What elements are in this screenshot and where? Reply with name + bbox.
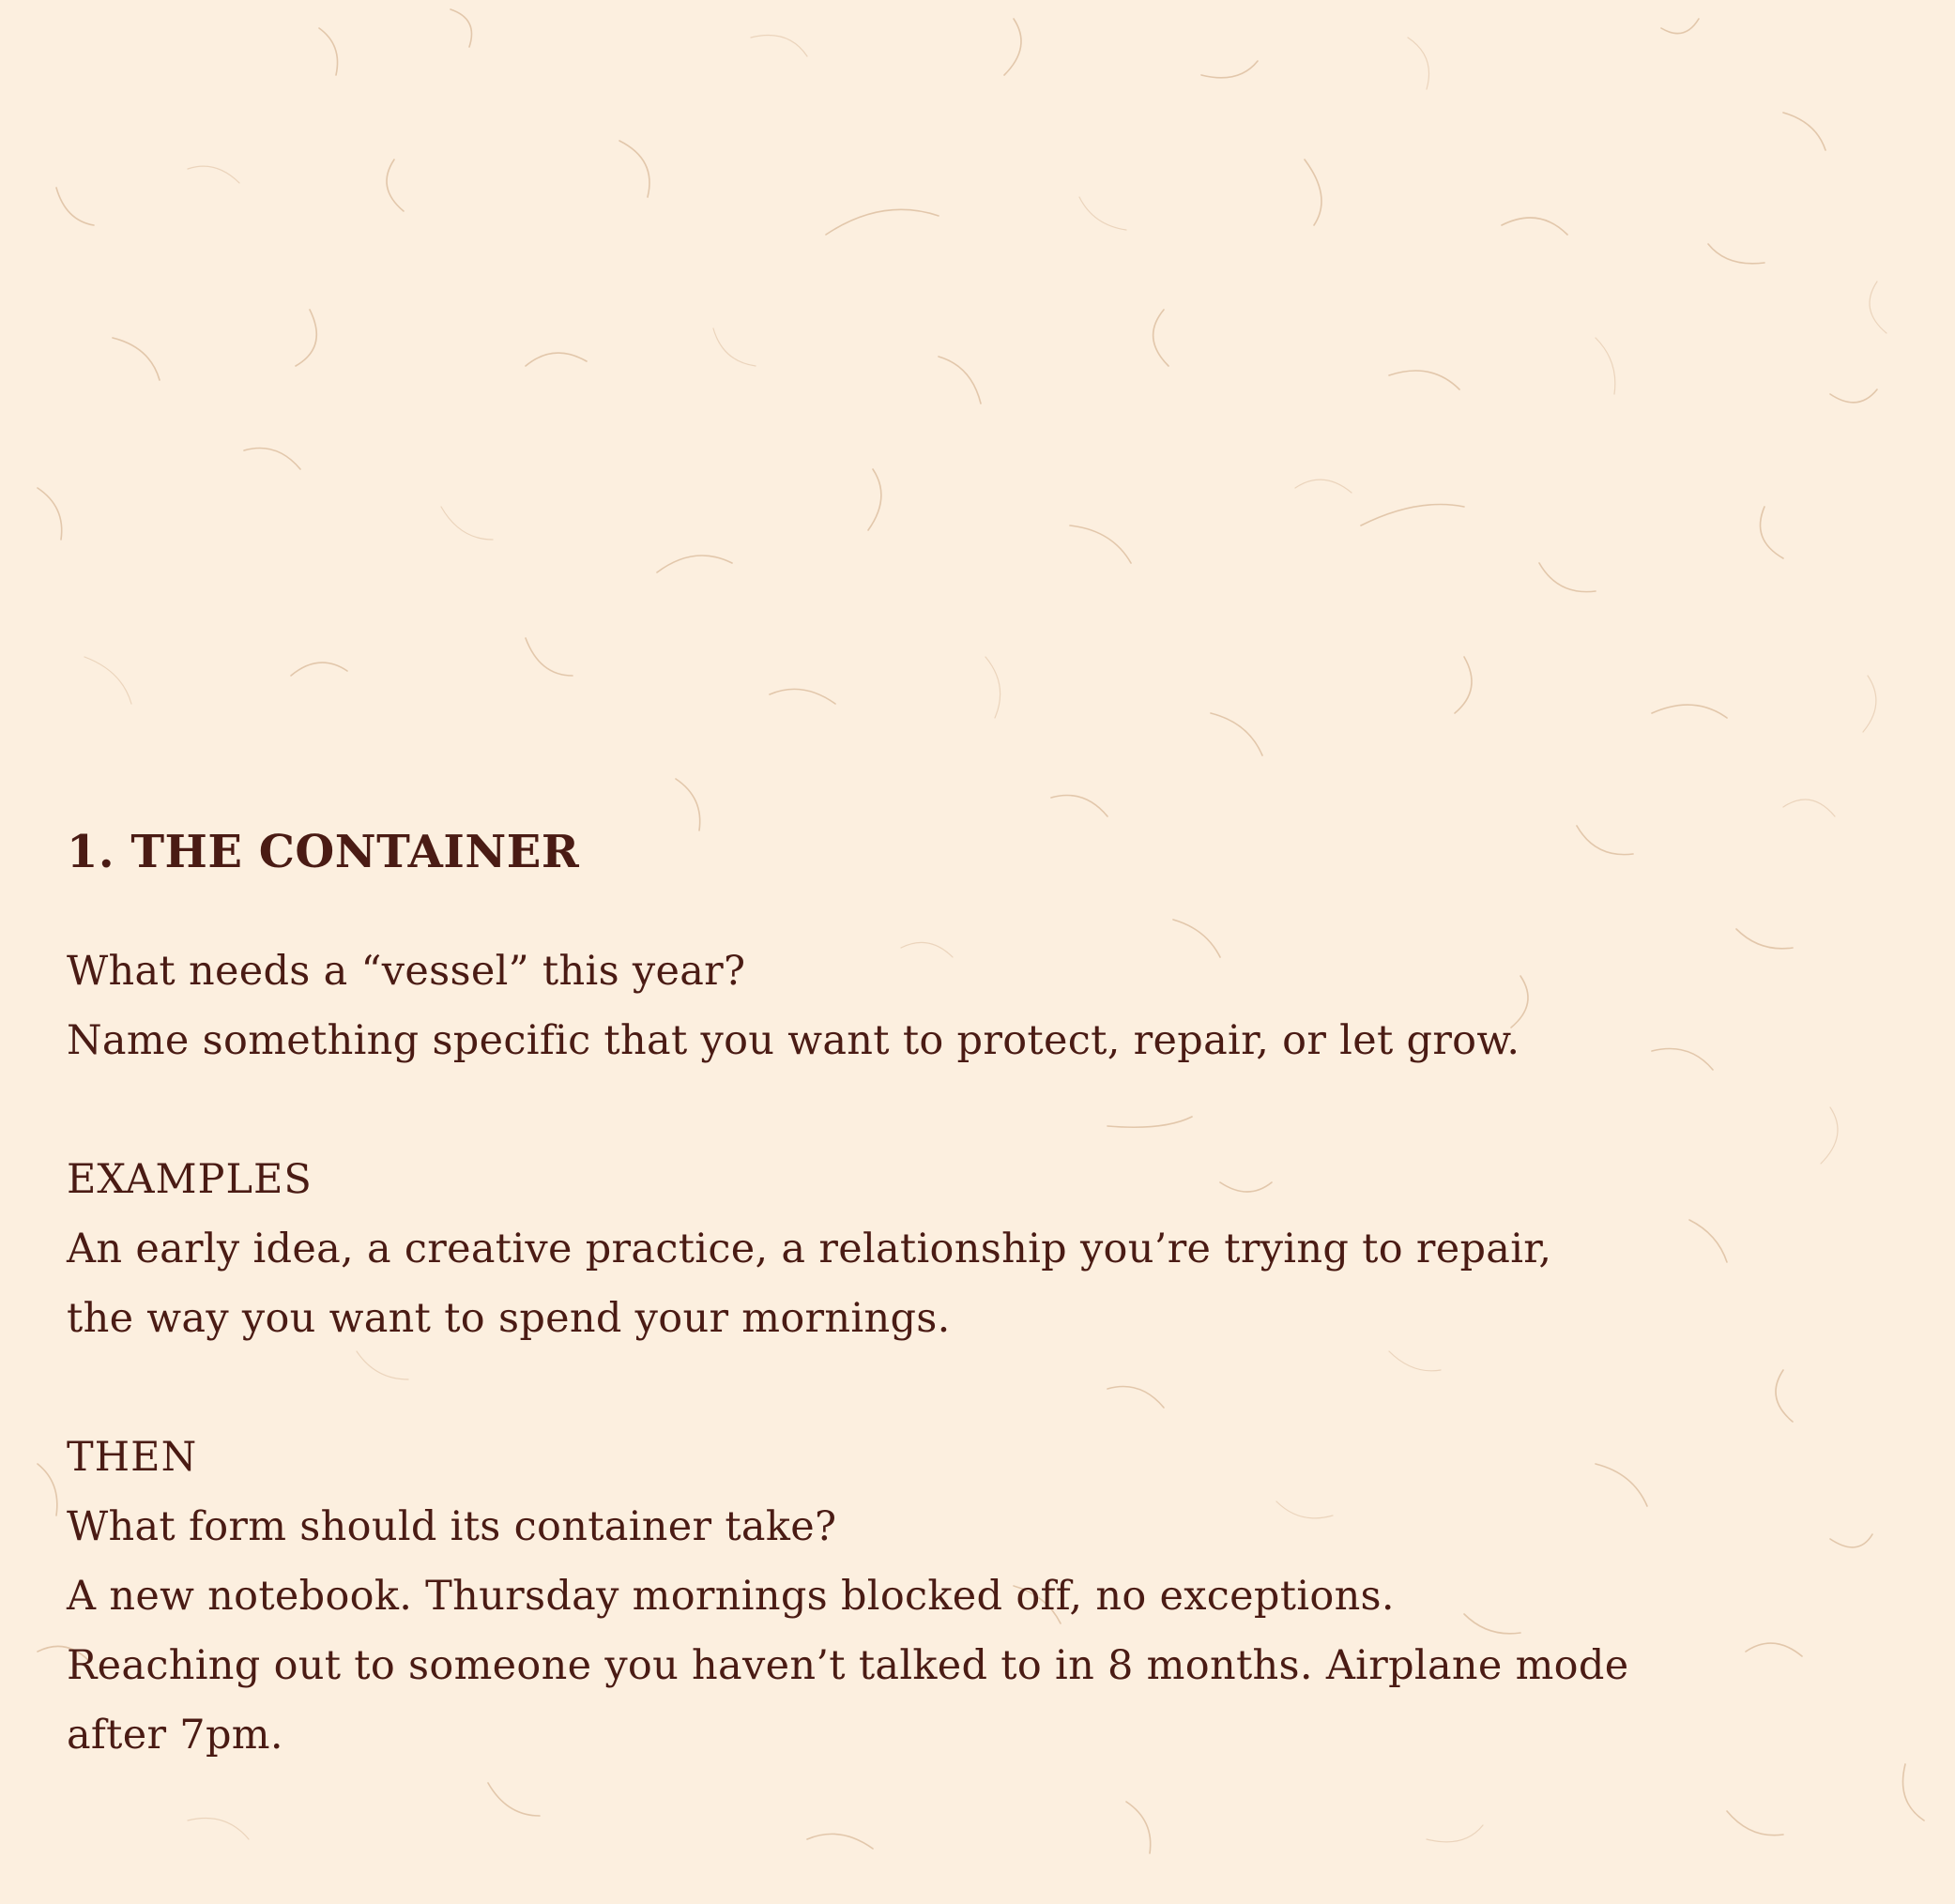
prompt-instruction: Name something specific that you want to protect, repair, or let grow. <box>67 1017 1520 1064</box>
examples-line: the way you want to spend your mornings. <box>67 1295 951 1342</box>
then-line: Reaching out to someone you haven’t talked to in 8 months. Airplane mode <box>67 1642 1629 1689</box>
examples-label: EXAMPLES <box>67 1156 313 1203</box>
prompt-block <box>67 937 1906 1075</box>
examples-block <box>67 1145 1906 1353</box>
then-line: after 7pm. <box>67 1712 283 1759</box>
then-line: A new notebook. Thursday mornings blocked off, no exceptions. <box>67 1573 1395 1620</box>
examples-line: An early idea, a creative practice, a relationship you’re trying to repair, <box>67 1226 1552 1272</box>
prompt-section <box>67 824 1906 1770</box>
then-question: What form should its container take? <box>67 1503 837 1550</box>
prompt-question: What needs a “vessel” this year? <box>67 948 746 995</box>
then-block <box>67 1423 1906 1770</box>
section-heading: 1. THE CONTAINER <box>67 826 580 878</box>
then-label: THEN <box>67 1434 198 1481</box>
